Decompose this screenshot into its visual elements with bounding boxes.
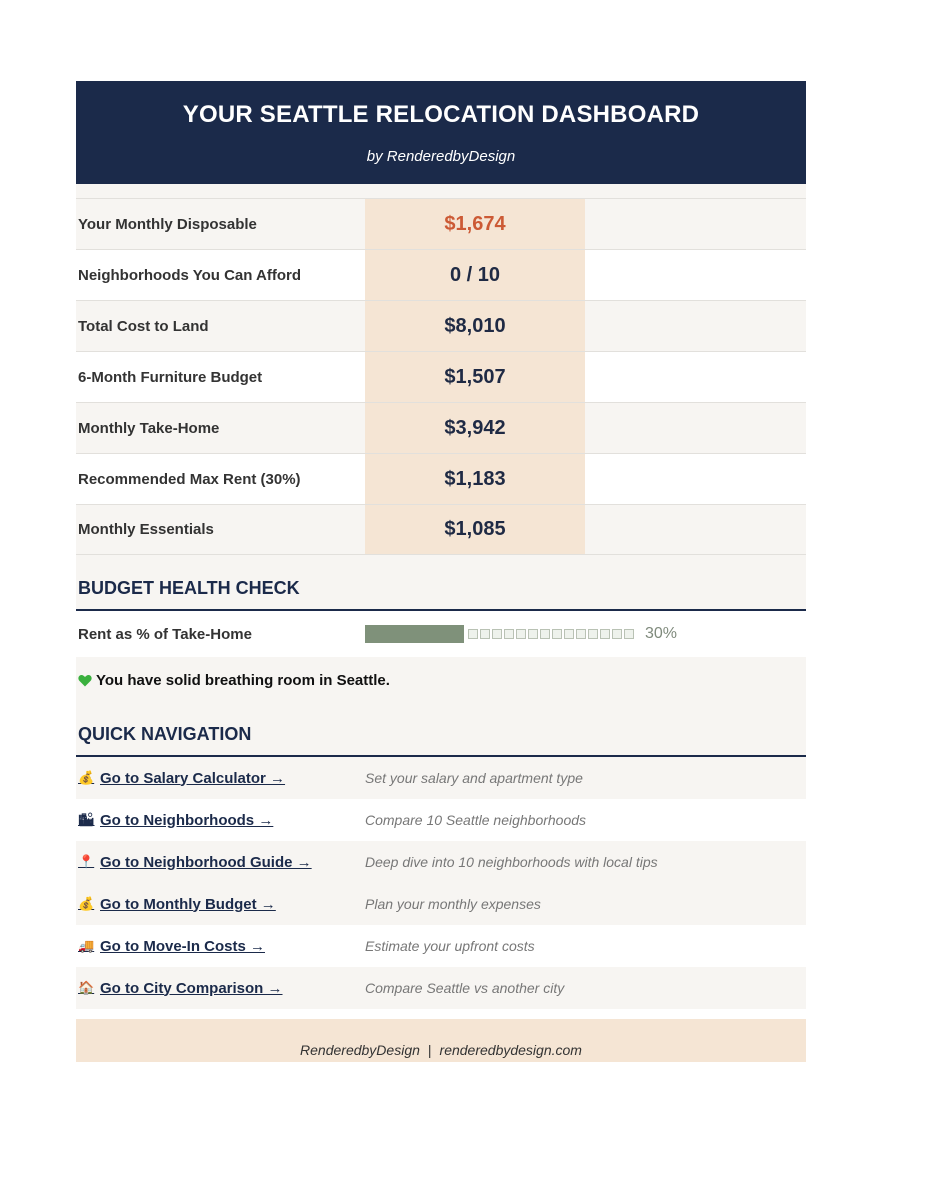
bar-fill <box>365 625 464 643</box>
dashboard-title: YOUR SEATTLE RELOCATION DASHBOARD <box>182 101 700 128</box>
kpi-label: Your Monthly Disposable <box>76 199 365 249</box>
kpi-empty-cell <box>585 250 806 300</box>
kpi-row-disposable <box>76 198 806 249</box>
budget-health-title: BUDGET HEALTH CHECK <box>76 555 806 611</box>
kpi-row-furniture <box>76 351 806 402</box>
health-message-text: You have solid breathing room in Seattle. <box>96 671 390 689</box>
kpi-label: Neighborhoods You Can Afford <box>78 266 302 284</box>
bar-empty-segment <box>564 629 574 639</box>
city-icon: 🏙 <box>78 812 95 827</box>
bar-empty-segment <box>468 629 478 639</box>
page-footer <box>76 1019 806 1062</box>
nav-row-salary <box>76 757 806 799</box>
dashboard-sheet <box>76 81 806 1062</box>
bar-empty-segments <box>466 629 634 639</box>
rent-percent-label: Rent as % of Take-Home <box>78 625 252 643</box>
kpi-label: Monthly Take-Home <box>76 403 365 453</box>
bar-empty-segment <box>492 629 502 639</box>
bar-empty-segment <box>600 629 610 639</box>
bar-empty-segment <box>612 629 622 639</box>
bar-empty-segment <box>528 629 538 639</box>
nav-link-city-comparison[interactable] <box>76 980 365 997</box>
kpi-row-afford <box>76 249 806 300</box>
kpi-empty-cell <box>585 403 806 453</box>
bar-empty-segment <box>624 629 634 639</box>
nav-description: Compare Seattle vs another city <box>365 980 565 996</box>
health-message <box>76 657 806 703</box>
kpi-label: Recommended Max Rent (30%) <box>78 470 301 488</box>
nav-link-label: Go to Monthly Budget → <box>100 895 276 913</box>
kpi-empty-cell <box>585 352 806 402</box>
nav-description: Plan your monthly expenses <box>365 896 541 912</box>
bar-empty-segment <box>588 629 598 639</box>
kpi-label: Monthly Essentials <box>76 505 365 554</box>
section-spacer <box>76 703 806 717</box>
money-bag-icon: 💰 <box>78 770 95 785</box>
bar-empty-segment <box>516 629 526 639</box>
nav-link-label: Go to City Comparison → <box>100 979 283 997</box>
footer-separator: | <box>427 1042 432 1058</box>
kpi-value: $3,942 <box>365 403 585 453</box>
kpi-empty-cell <box>585 301 806 351</box>
bar-empty-segment <box>552 629 562 639</box>
pin-icon: 📍 <box>78 854 95 869</box>
nav-link-neighborhood-guide[interactable] <box>76 854 365 871</box>
money-bag-icon: 💰 <box>78 896 95 911</box>
rent-percent-value: 30% <box>645 625 678 642</box>
kpi-row-max-rent <box>76 453 806 504</box>
rent-percent-bar <box>365 624 677 644</box>
nav-link-neighborhoods[interactable] <box>76 812 365 829</box>
kpi-value: $1,507 <box>365 352 585 402</box>
kpi-value: $1,674 <box>365 199 585 249</box>
nav-description: Set your salary and apartment type <box>365 770 583 786</box>
nav-description: Deep dive into 10 neighborhoods with local tips <box>365 854 658 870</box>
kpi-value: $8,010 <box>365 301 585 351</box>
bar-empty-segment <box>480 629 490 639</box>
nav-row-city <box>76 967 806 1009</box>
nav-row-move-in <box>76 925 806 967</box>
nav-link-move-in-costs[interactable] <box>76 938 365 955</box>
bar-empty-segment <box>576 629 586 639</box>
nav-link-monthly-budget[interactable] <box>76 896 365 913</box>
header-spacer <box>76 184 806 198</box>
dashboard-header <box>76 81 806 184</box>
dashboard-byline: by RenderedbyDesign <box>366 148 516 165</box>
kpi-value: $1,085 <box>365 505 585 554</box>
bar-empty-segment <box>504 629 514 639</box>
nav-link-label: Go to Move-In Costs → <box>100 937 265 955</box>
kpi-row-essentials <box>76 504 806 555</box>
footer-brand: RenderedbyDesign <box>300 1042 420 1058</box>
kpi-row-cost-to-land <box>76 300 806 351</box>
footer-site-link[interactable]: renderedbydesign.com <box>439 1042 582 1058</box>
quick-nav-title: QUICK NAVIGATION <box>76 717 806 757</box>
kpi-table <box>76 198 806 555</box>
kpi-label: 6-Month Furniture Budget <box>78 368 263 386</box>
kpi-value: 0 / 10 <box>365 250 585 300</box>
nav-row-guide <box>76 841 806 883</box>
kpi-row-take-home <box>76 402 806 453</box>
nav-description: Compare 10 Seattle neighborhoods <box>365 812 587 828</box>
nav-link-label: Go to Neighborhoods → <box>100 811 274 829</box>
kpi-empty-cell <box>585 505 806 554</box>
nav-row-neighborhoods <box>76 799 806 841</box>
nav-link-label: Go to Salary Calculator → <box>100 769 286 787</box>
nav-link-label: Go to Neighborhood Guide → <box>100 853 312 871</box>
rent-percent-row <box>76 611 806 657</box>
truck-icon: 🚚 <box>78 938 95 953</box>
kpi-value: $1,183 <box>365 454 585 504</box>
kpi-empty-cell <box>585 199 806 249</box>
nav-description: Estimate your upfront costs <box>365 938 535 954</box>
bar-empty-segment <box>540 629 550 639</box>
nav-row-budget <box>76 883 806 925</box>
green-heart-icon <box>78 674 92 687</box>
kpi-label: Total Cost to Land <box>76 301 365 351</box>
kpi-empty-cell <box>585 454 806 504</box>
nav-link-salary-calculator[interactable] <box>76 770 365 787</box>
house-icon: 🏠 <box>78 980 95 995</box>
